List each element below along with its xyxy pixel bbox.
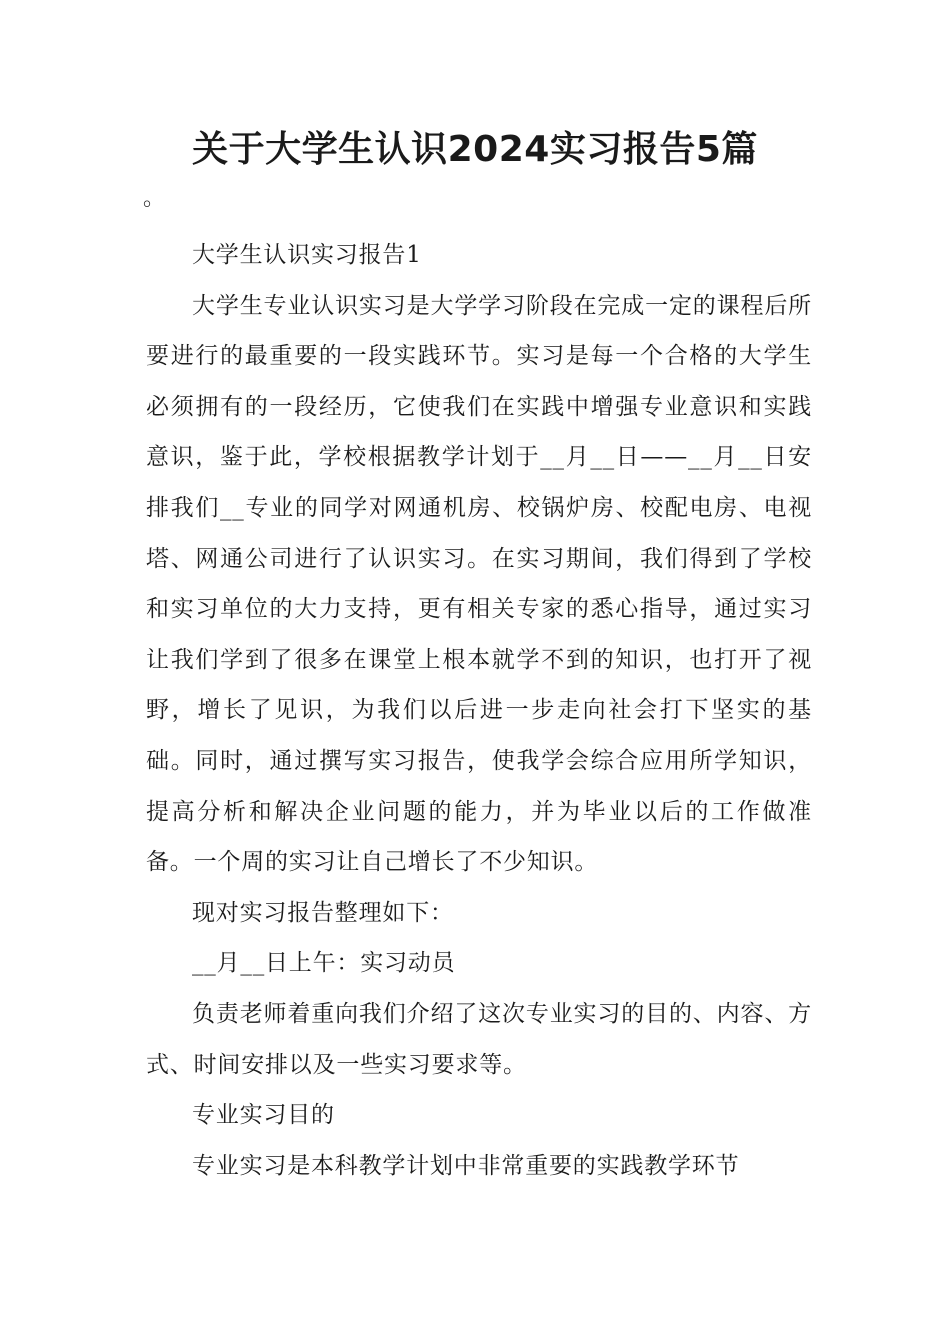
document-title: 关于大学生认识2024实习报告5篇 [192,129,758,170]
section-heading-purpose: 专业实习目的 [192,1102,335,1129]
section-heading-report-1: 大学生认识实习报告1 [192,242,422,268]
mobilization-paragraph: 负责老师着重向我们介绍了这次专业实习的目的、内容、方式、时间安排以及一些实习要求等。 [146,1000,812,1078]
schedule-item: __月__日上午：实习动员 [192,950,456,977]
intro-paragraph: 大学生专业认识实习是大学学习阶段在完成一定的课程后所要进行的最重要的一段实践环节。实习是每一个合格的大学生必须拥有的一段经历，它使我们在实践中增强专业意识和实践意识，鉴于此，学校根据教学计划于__月__日——__月__日安排我们__专业的同学对网通机房、校锅炉房、校配电房、电视塔、网通公司进行了认识实习。在实习期间，我们得到了学校和实习单位的大力支持，更有相关专家的悉心指导，通过实习让我们学到了很多在课堂上根本就学不到的知识，也打开了视野，增长了见识，为我们以后进一步走向社会打下坚实的基础。同时，通过撰写实习报告，使我学会综合应用所学知识，提高分析和解决企业问题的能力，并为毕业以后的工作做准备。一个周的实习让自己增长了不少知识。 [146,292,812,876]
document-body [146,230,812,1191]
purpose-paragraph: 专业实习是本科教学计划中非常重要的实践教学环节 [192,1152,740,1179]
summary-lead: 现对实习报告整理如下： [192,899,454,926]
leading-punctuation: 。 [143,186,166,211]
